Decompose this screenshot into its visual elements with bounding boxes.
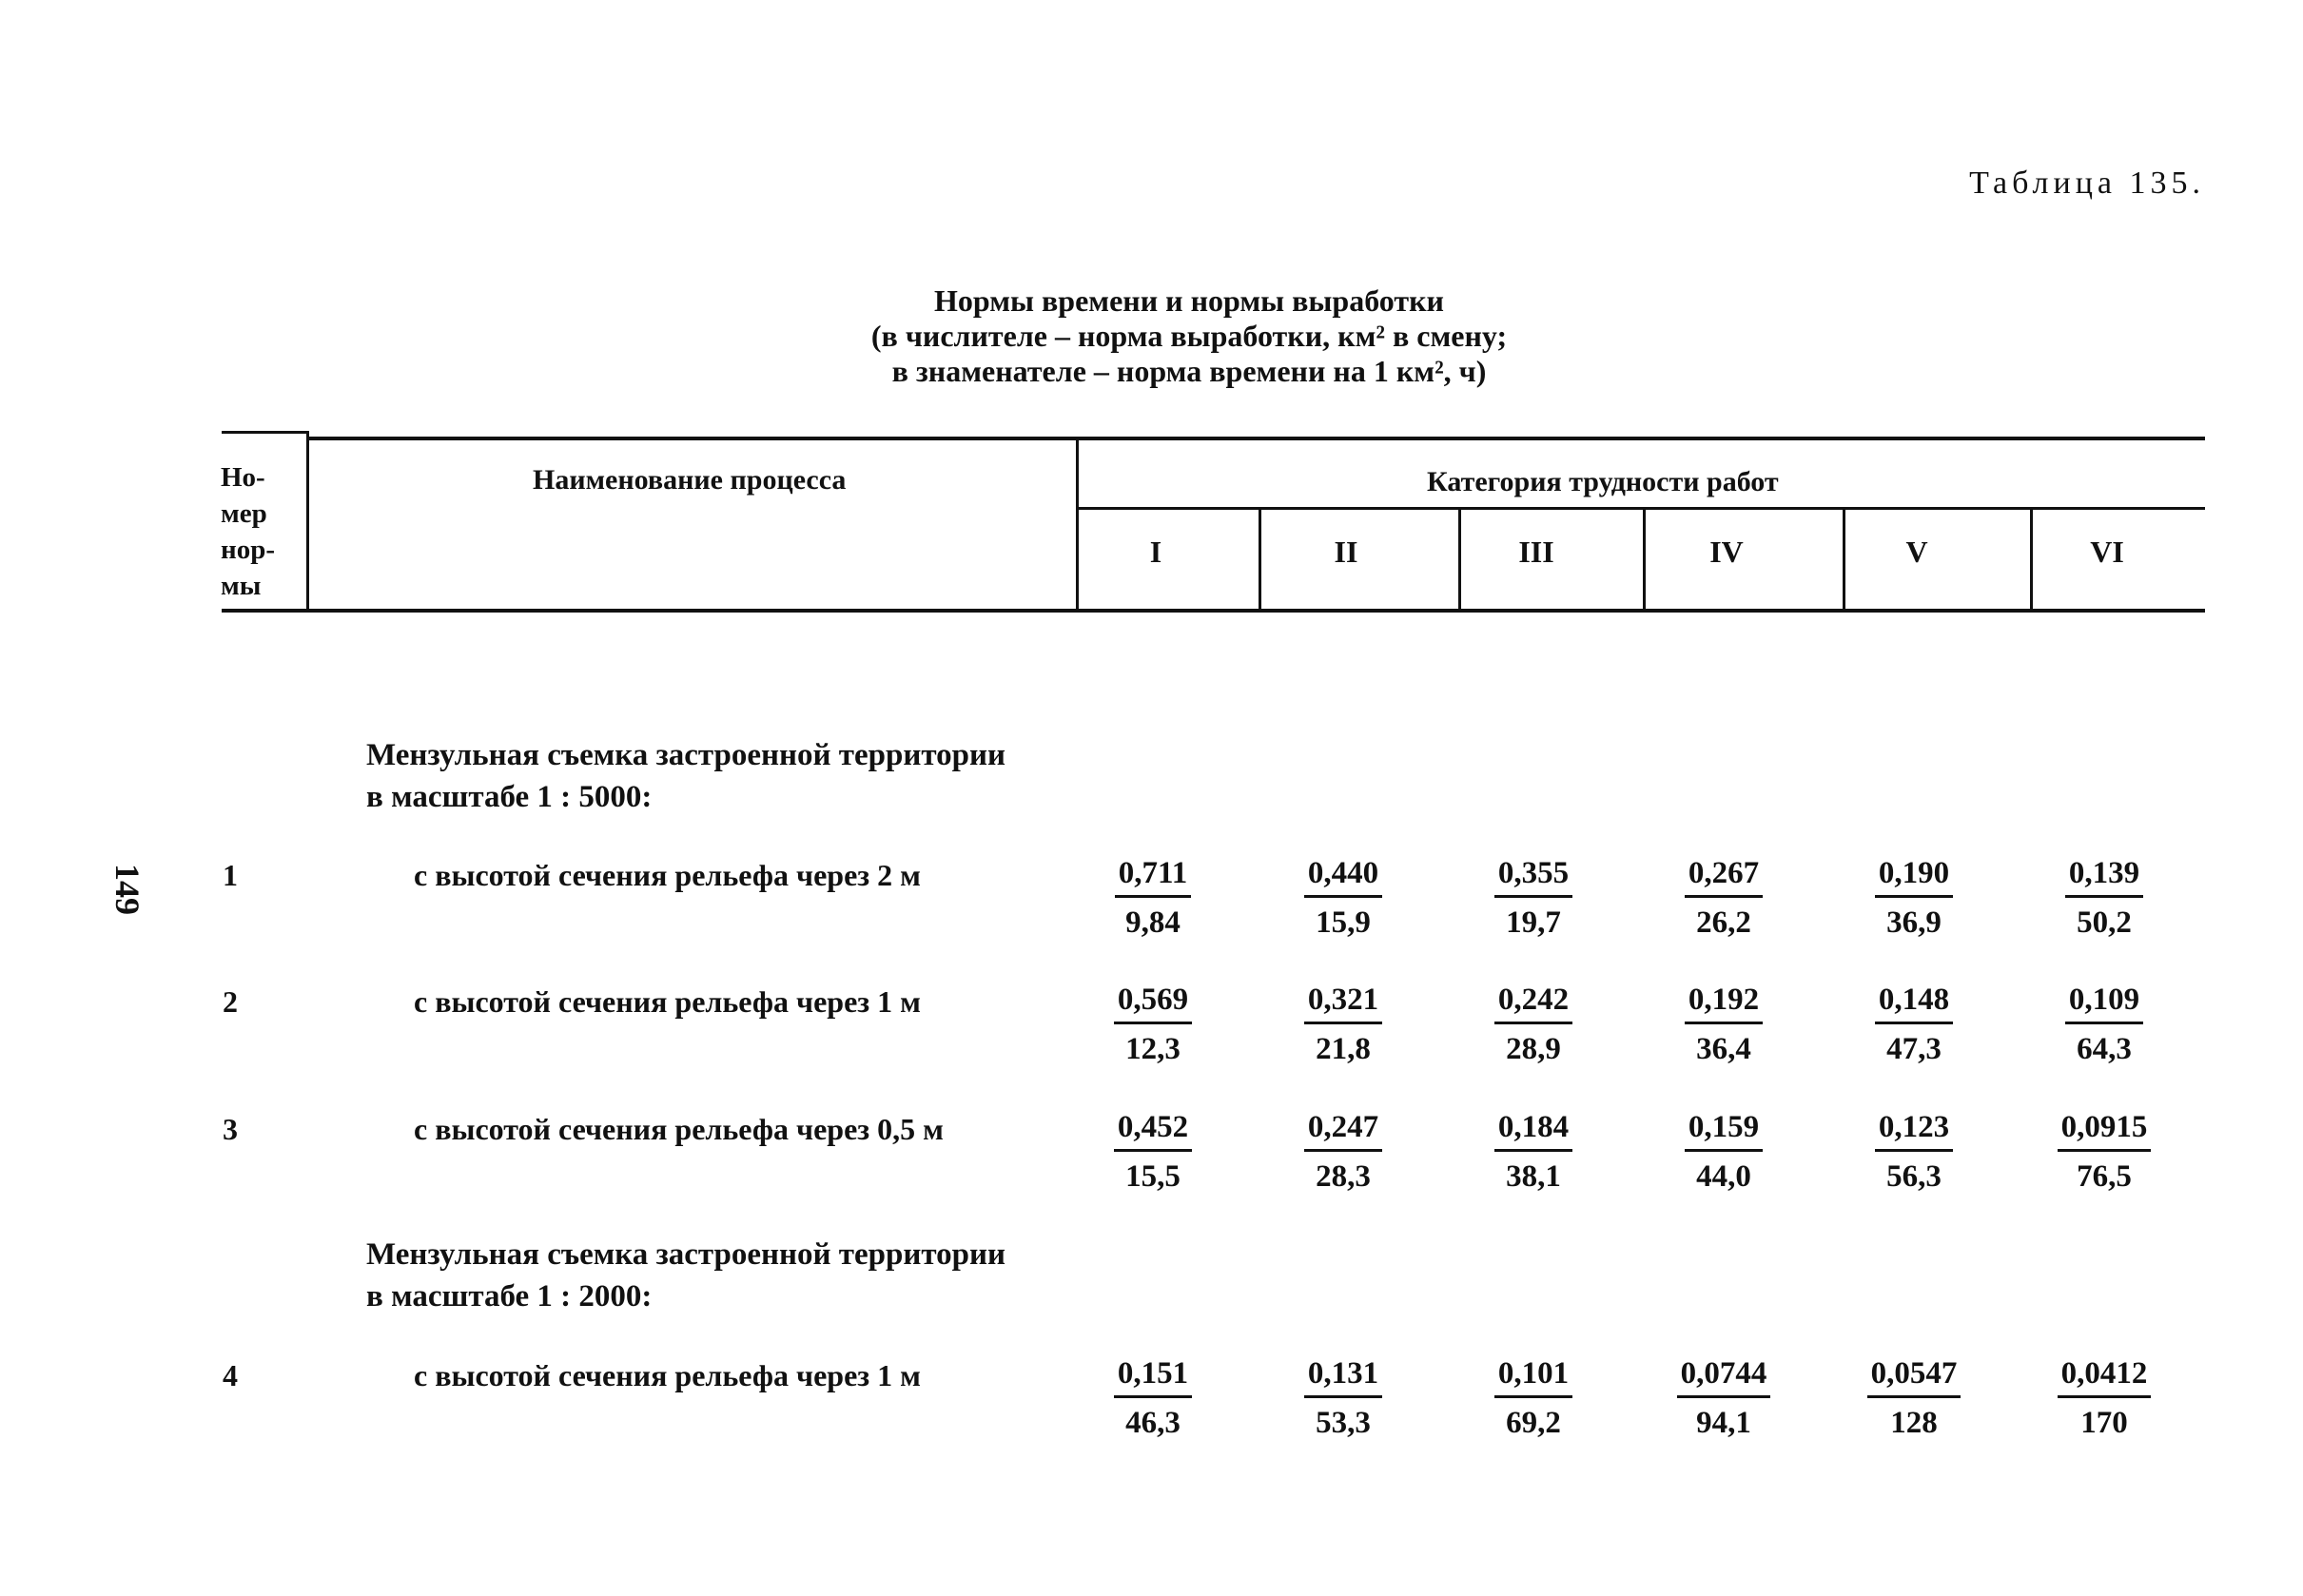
value-cell [1267,1110,1419,1195]
header-number-column [221,459,275,604]
header-number-line: мер [221,498,267,529]
norm-output: 0,0915 [2058,1110,2152,1152]
table-title [666,283,1712,389]
norm-output: 0,109 [2065,983,2143,1024]
category-I: I [1149,535,1162,569]
norm-time: 36,4 [1696,1032,1751,1066]
norm-output: 0,247 [1304,1110,1382,1152]
norm-time: 28,9 [1506,1032,1561,1066]
norm-time: 50,2 [2077,905,2132,940]
norm-time: 19,7 [1506,905,1561,940]
norm-output: 0,242 [1494,983,1572,1024]
norm-time: 53,3 [1316,1406,1371,1440]
row-number: 2 [223,984,238,1019]
header-top-rule-left [222,431,309,434]
norm-output: 0,452 [1114,1110,1192,1152]
norm-output: 0,569 [1114,983,1192,1024]
value-cell [1267,856,1419,941]
norm-time: 15,5 [1125,1159,1181,1194]
header-number-line: мы [221,571,262,601]
table-label: Таблица 135. [1969,165,2205,201]
title-line-2: (в числителе – норма выработки, км² в смену; [870,319,1508,353]
value-cell [1077,1110,1229,1195]
section-heading-line-2: в масштабе 1 : 5000: [366,780,653,814]
header-divider-cat-5 [2030,507,2033,612]
value-cell [1457,1110,1610,1195]
value-cell [2028,983,2180,1067]
norm-output: 0,711 [1115,856,1191,898]
norm-time: 69,2 [1506,1406,1561,1440]
title-line-1: Нормы времени и нормы выработки [934,283,1444,318]
header-divider-cat-4 [1843,507,1845,612]
row-process-name: с высотой сечения рельефа через 1 м [414,984,921,1019]
header-bottom-rule [222,609,2205,613]
header-difficulty-category: Категория трудности работ [1427,466,1779,497]
value-cell [1077,1356,1229,1441]
title-line-3: в знаменателе – норма времени на 1 км², ч) [891,354,1487,388]
norm-time: 38,1 [1506,1159,1561,1194]
category-VI: VI [2090,535,2124,569]
header-top-rule [309,437,2205,440]
norm-output: 0,0547 [1867,1356,1961,1398]
section-heading [366,1234,1005,1317]
norm-output: 0,148 [1875,983,1953,1024]
norm-output: 0,101 [1494,1356,1572,1398]
header-divider-name [1076,437,1079,612]
value-cell [1077,856,1229,941]
norm-output: 0,0412 [2058,1356,2152,1398]
header-divider-number [306,431,309,612]
norm-output: 0,440 [1304,856,1382,898]
header-divider-cat-1 [1259,507,1261,612]
norm-time: 46,3 [1125,1406,1181,1440]
norm-time: 56,3 [1886,1159,1942,1194]
category-subheader-rule [1079,507,2205,510]
value-cell [2028,1356,2180,1441]
value-cell [1077,983,1229,1067]
row-process-name: с высотой сечения рельефа через 0,5 м [414,1112,944,1146]
page-number: 149 [108,864,146,915]
norm-output: 0,321 [1304,983,1382,1024]
header-divider-cat-3 [1643,507,1646,612]
section-heading-line-1: Мензульная съемка застроенной территории [366,1237,1006,1272]
value-cell [1838,1356,1990,1441]
value-cell [1838,983,1990,1067]
value-cell [1648,856,1800,941]
row-number: 3 [223,1112,238,1146]
header-number-line: нор- [221,535,275,565]
value-cell [1267,1356,1419,1441]
row-number: 1 [223,858,238,892]
norm-output: 0,184 [1494,1110,1572,1152]
category-IV: IV [1709,535,1744,569]
norm-output: 0,159 [1685,1110,1763,1152]
section-heading-line-2: в масштабе 1 : 2000: [366,1279,653,1314]
norm-time: 44,0 [1696,1159,1751,1194]
norm-time: 170 [2080,1406,2128,1440]
norm-time: 21,8 [1316,1032,1371,1066]
value-cell [1838,1110,1990,1195]
norm-time: 26,2 [1696,905,1751,940]
header-divider-cat-2 [1458,507,1461,612]
norm-time: 36,9 [1886,905,1942,940]
norm-output: 0,131 [1304,1356,1382,1398]
category-III: III [1518,535,1554,569]
norm-output: 0,151 [1114,1356,1192,1398]
norm-time: 28,3 [1316,1159,1371,1194]
value-cell [1457,983,1610,1067]
category-II: II [1334,535,1358,569]
row-number: 4 [223,1358,238,1392]
norm-time: 47,3 [1886,1032,1942,1066]
norm-time: 76,5 [2077,1159,2132,1194]
row-process-name: с высотой сечения рельефа через 1 м [414,1358,921,1392]
norm-time: 9,84 [1125,905,1181,940]
section-heading-line-1: Мензульная съемка застроенной территории [366,738,1006,772]
header-number-line: Но- [221,462,265,493]
norm-time: 128 [1890,1406,1938,1440]
norm-output: 0,123 [1875,1110,1953,1152]
norm-output: 0,267 [1685,856,1763,898]
norm-output: 0,192 [1685,983,1763,1024]
value-cell [1648,1356,1800,1441]
value-cell [1648,983,1800,1067]
value-cell [1267,983,1419,1067]
value-cell [1457,856,1610,941]
section-heading [366,734,1005,818]
norm-time: 64,3 [2077,1032,2132,1066]
value-cell [1838,856,1990,941]
value-cell [2028,856,2180,941]
norm-output: 0,139 [2065,856,2143,898]
norm-output: 0,0744 [1677,1356,1771,1398]
value-cell [1457,1356,1610,1441]
norm-output: 0,355 [1494,856,1572,898]
norm-time: 15,9 [1316,905,1371,940]
header-process-name: Наименование процесса [533,464,847,496]
value-cell [1648,1110,1800,1195]
norm-output: 0,190 [1875,856,1953,898]
value-cell [2028,1110,2180,1195]
row-process-name: с высотой сечения рельефа через 2 м [414,858,921,892]
norm-time: 12,3 [1125,1032,1181,1066]
category-V: V [1905,535,1928,569]
norm-time: 94,1 [1696,1406,1751,1440]
